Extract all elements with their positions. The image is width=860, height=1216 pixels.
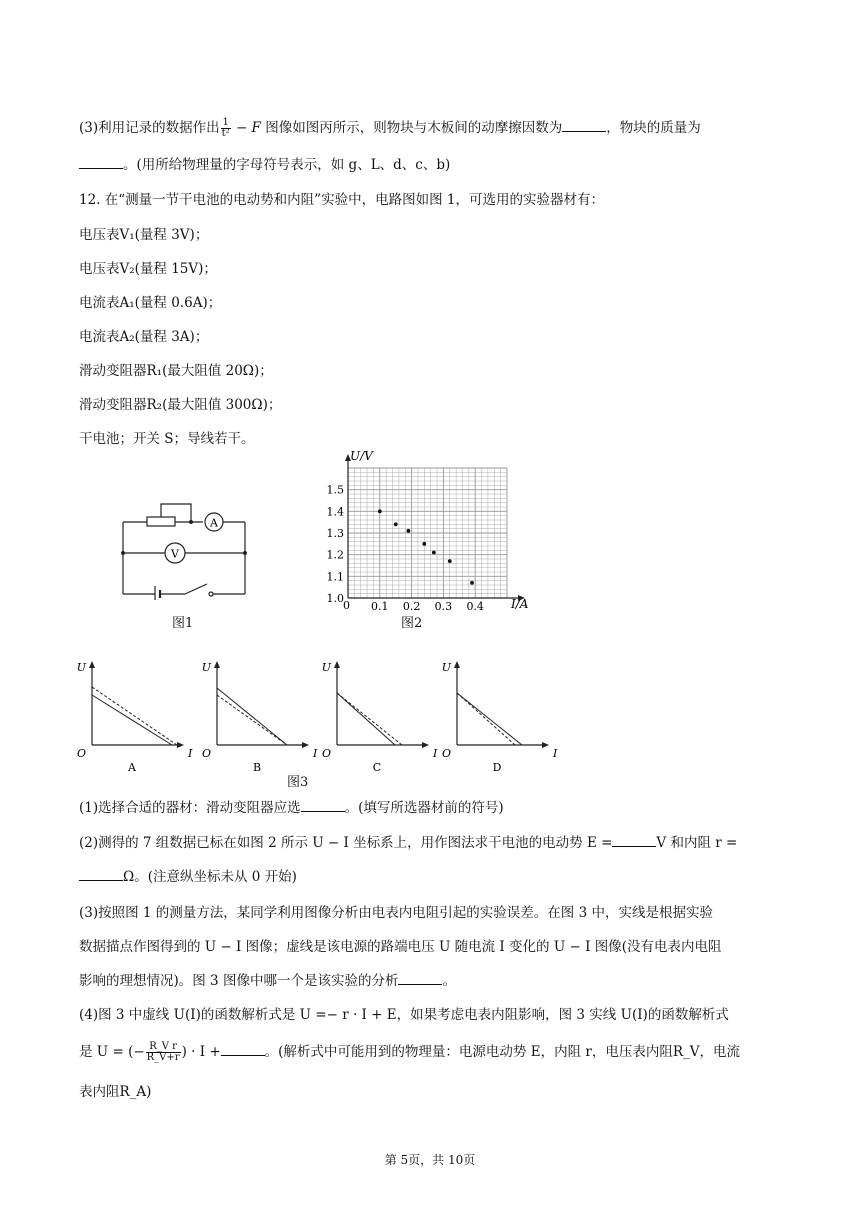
y-tick-label: 1.4: [326, 505, 344, 519]
u-label: U: [321, 661, 331, 674]
equipment-item: 电流表A₂(量程 3A)；: [79, 329, 209, 345]
figure2-caption: 图2: [401, 616, 423, 631]
question-4-line3: 表内阻R_A): [79, 1084, 152, 1100]
origin-label: O: [201, 747, 211, 760]
i-label: I: [433, 747, 438, 760]
answer-blank[interactable]: [221, 1043, 265, 1056]
i-axis-arrow: [542, 742, 549, 748]
u-i-panel: [442, 661, 558, 774]
question-3-line1: (3)按照图 1 的测量方法，某同学利用图像分析由电表内电阻引起的实验误差。在图 3 中，实线是根据实验: [79, 905, 713, 921]
figure3-panels: [72, 655, 562, 785]
question-1: (1)选择合适的器材：滑动变阻器应选 。(填写所选器材前的符号): [79, 800, 504, 816]
fraction: $\frac{\text{R\_V r}}{R\_V+r}$: [146, 1041, 180, 1063]
q12-intro: 12. 在“测量一节干电池的电动势和内阻”实验中，电路图如图 1，可选用的实验器材有：: [79, 192, 604, 208]
origin-label: 0: [343, 599, 350, 612]
data-point: [378, 509, 382, 513]
switch-icon: [185, 584, 207, 594]
panel-label: D: [492, 761, 502, 774]
data-point: [448, 559, 452, 563]
dashed-line: [457, 693, 515, 745]
i-label: I: [188, 747, 193, 760]
figure3-caption: 图3: [287, 775, 309, 790]
u-axis-arrow: [214, 661, 220, 668]
data-point: [432, 551, 436, 555]
data-point: [407, 529, 411, 533]
i-axis-arrow: [422, 742, 429, 748]
dashed-line: [217, 695, 287, 745]
answer-blank[interactable]: [301, 799, 345, 812]
u-label: U: [201, 661, 211, 674]
y-tick-label: 1.3: [326, 527, 344, 540]
data-point: [422, 542, 426, 546]
dashed-line: [92, 687, 177, 745]
y-tick-label: 1.2: [326, 548, 344, 562]
fraction: $\frac{1}{\text{t²}}$: [221, 117, 230, 139]
i-label: I: [553, 747, 558, 760]
equipment-item: 滑动变阻器R₁(最大阻值 20Ω)；: [79, 363, 273, 379]
i-label: I: [313, 747, 318, 760]
rheostat-icon: [147, 517, 175, 526]
y-tick-label: 1.1: [326, 570, 344, 584]
x-tick-label: 0.1: [371, 600, 389, 613]
q11-3-line1: (3)利用记录的数据作出 $\frac{1}{\text{t²}}$ − F 图像如图丙所示，则物块与木板间的动摩擦因数为 ，物块的质量为: [79, 117, 701, 139]
origin-label: O: [76, 747, 86, 760]
solid-line: [92, 695, 172, 745]
data-point: [470, 581, 474, 585]
u-i-panel: [322, 661, 438, 774]
voltmeter-label: V: [171, 547, 179, 561]
equipment-item: 电压表V₂(量程 15V)；: [79, 261, 217, 277]
question-4-line1: (4)图 3 中虚线 U(I)的函数解析式是 U =− r · I + E，如果考虑电表内阻影响，图 3 实线 U(I)的函数解析式: [79, 1007, 729, 1023]
ammeter-label: A: [210, 516, 218, 530]
answer-blank[interactable]: [398, 972, 442, 985]
u-i-panel: [202, 661, 318, 774]
x-tick-label: 0.2: [402, 600, 421, 613]
page-footer: 第 5页，共 10页: [384, 1153, 476, 1167]
question-3-line3: 影响的理想情况)。图 3 图像中哪一个是该实验的分析 。: [79, 973, 456, 989]
question-2-line1: (2)测得的 7 组数据已标在如图 2 所示 U − I 坐标系上，用作图法求干电池的电动势 E = V 和内阻 r =: [79, 835, 738, 851]
panel-label: B: [252, 761, 262, 774]
question-2-line2: Ω。(注意纵坐标未从 0 开始): [79, 867, 297, 887]
origin-label: O: [321, 747, 331, 760]
panel-label: A: [128, 761, 136, 774]
equipment-item: 干电池；开关 S；导线若干。: [79, 431, 255, 447]
q11-3-line2: 。(用所给物理量的字母符号表示，如 g、L、d、c、b): [79, 155, 450, 175]
data-point: [394, 522, 398, 526]
u-label: U: [76, 661, 86, 674]
answer-blank[interactable]: [79, 868, 123, 881]
dashed-line: [337, 693, 402, 745]
u-i-panel: [77, 661, 193, 774]
u-axis-arrow: [89, 661, 95, 668]
panel-label: C: [372, 761, 382, 774]
i-axis-arrow: [302, 742, 309, 748]
answer-blank[interactable]: [612, 834, 656, 847]
figure1-circuit: [115, 490, 260, 600]
u-axis-arrow: [334, 661, 340, 668]
solid-line: [457, 693, 522, 745]
equipment-item: 电压表V₁(量程 3V)；: [79, 227, 209, 243]
equipment-item: 电流表A₁(量程 0.6A)；: [79, 295, 222, 311]
answer-blank[interactable]: [79, 156, 123, 169]
y-tick-label: 1.5: [326, 483, 344, 497]
x-axis-label: I/A: [511, 597, 529, 611]
u-axis-arrow: [454, 661, 460, 668]
question-4-line2: 是 U = (− $\frac{\text{R\_V r}}{R\_V+r}$ ) · I + 。(解析式中可能用到的物理量：电源电动势 E，内阻 r，电压表内阻R_V，电流: [79, 1041, 740, 1063]
origin-label: O: [441, 747, 451, 760]
figure2-chart: [315, 448, 540, 616]
x-tick-label: 0.4: [466, 600, 484, 613]
y-axis-label: U/V: [350, 449, 373, 463]
i-axis-arrow: [177, 742, 184, 748]
u-label: U: [441, 661, 451, 674]
question-3-line2: 数据描点作图得到的 U − I 图像；虚线是该电源的路端电压 U 随电流 I 变化的 U − I 图像(没有电表内电阻: [79, 939, 722, 955]
equipment-item: 滑动变阻器R₂(最大阻值 300Ω)；: [79, 397, 282, 413]
answer-blank[interactable]: [562, 119, 606, 132]
figure1-caption: 图1: [172, 616, 194, 631]
y-tick-label: 1.0: [326, 592, 344, 605]
solid-line: [217, 688, 287, 745]
x-tick-label: 0.3: [434, 600, 453, 613]
solid-line: [337, 693, 395, 745]
